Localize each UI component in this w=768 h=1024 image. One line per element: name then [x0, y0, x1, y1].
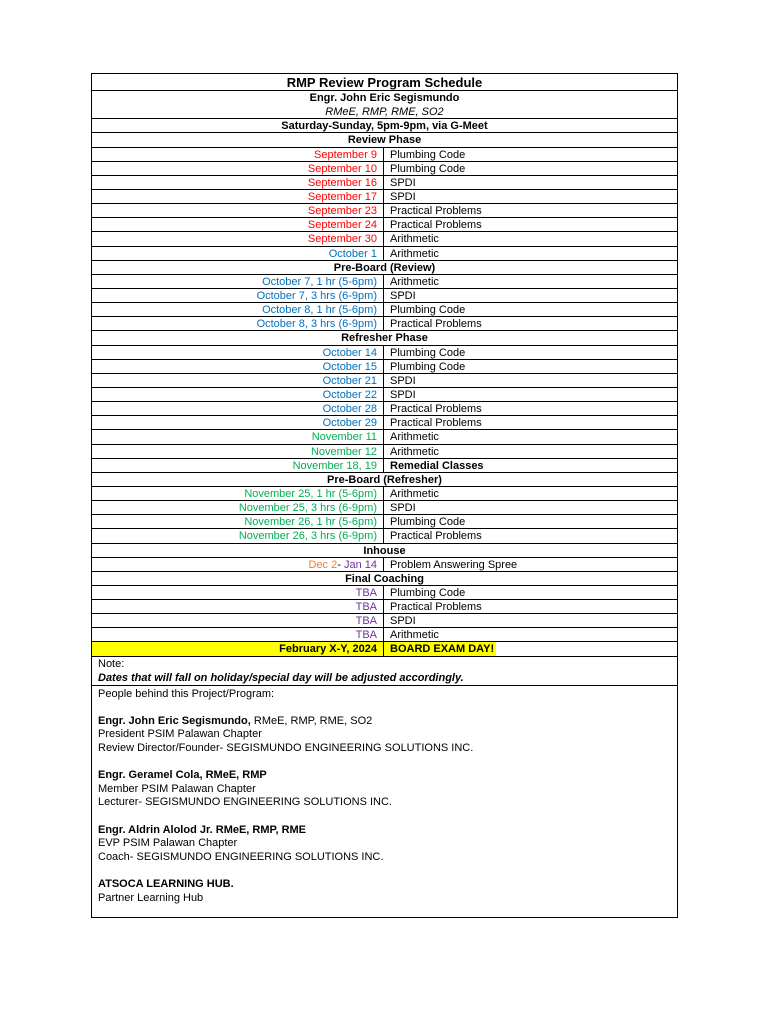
schedule-date: February X-Y, 2024	[92, 642, 384, 655]
schedule-date: September 24	[92, 218, 384, 231]
schedule-row	[92, 642, 677, 656]
schedule-topic: BOARD EXAM DAY!	[384, 642, 496, 655]
spacer	[98, 756, 671, 770]
schedule-row	[92, 303, 677, 317]
schedule-date: September 9	[92, 148, 384, 161]
schedule-date: TBA	[92, 628, 384, 641]
schedule-row	[92, 628, 677, 642]
schedule-row	[92, 148, 677, 162]
spacer	[98, 864, 671, 878]
member-role: Lecturer- SEGISMUNDO ENGINEERING SOLUTIONS INC.	[98, 796, 392, 809]
member-name-line	[98, 769, 671, 783]
schedule-date: September 16	[92, 176, 384, 189]
member-name-line	[98, 824, 671, 838]
member-name: Engr. John Eric Segismundo,	[98, 714, 251, 727]
schedule-topic: Practical Problems	[390, 530, 482, 543]
schedule-row	[92, 289, 677, 303]
schedule-topic: Plumbing Code	[390, 162, 466, 175]
schedule-topic: Practical Problems	[390, 219, 482, 232]
schedule-topic: Practical Problems	[390, 601, 482, 614]
member-role: President PSIM Palawan Chapter	[98, 728, 262, 741]
schedule-topic: Plumbing Code	[390, 304, 466, 317]
people-intro: People behind this Project/Program:	[98, 687, 275, 700]
member-role: Review Director/Founder- SEGISMUNDO ENGINEERING SOLUTIONS INC.	[98, 742, 474, 754]
schedule-row	[92, 487, 677, 501]
schedule-date: October 7, 3 hrs (6-9pm)	[92, 289, 384, 302]
schedule-topic: Arithmetic	[390, 445, 439, 458]
section-heading: Inhouse	[92, 544, 677, 558]
document-title: RMP Review Program Schedule	[92, 74, 677, 91]
schedule-topic: Arithmetic	[390, 487, 439, 500]
schedule-row	[92, 360, 677, 374]
section-heading: Pre-Board (Review)	[92, 261, 677, 275]
schedule-date: October 15	[92, 360, 384, 373]
schedule-row	[92, 247, 677, 261]
schedule-date: November 12	[92, 445, 384, 458]
schedule-date: November 25, 1 hr (5-6pm)	[92, 487, 384, 500]
schedule-table	[92, 133, 677, 656]
schedule-date: November 26, 3 hrs (6-9pm)	[92, 529, 384, 542]
schedule-date: September 23	[92, 204, 384, 217]
member-role: Member PSIM Palawan Chapter	[98, 782, 256, 795]
schedule-topic: SPDI	[390, 176, 416, 189]
schedule-topic: Practical Problems	[390, 318, 482, 331]
schedule-row	[92, 430, 677, 444]
schedule-date: TBA	[92, 614, 384, 627]
schedule-topic: SPDI	[390, 190, 416, 203]
schedule-date: October 14	[92, 346, 384, 359]
spacer	[98, 701, 671, 715]
member-name-line	[98, 715, 671, 729]
schedule-topic: Plumbing Code	[390, 586, 466, 599]
schedule-topic: Arithmetic	[390, 275, 439, 288]
schedule-date: November 26, 1 hr (5-6pm)	[92, 515, 384, 528]
schedule-row	[92, 374, 677, 388]
schedule-row	[92, 176, 677, 190]
section-heading: Pre-Board (Refresher)	[92, 473, 677, 487]
schedule-date: October 8, 3 hrs (6-9pm)	[92, 317, 384, 330]
schedule-date: October 8, 1 hr (5-6pm)	[92, 303, 384, 316]
schedule-row	[92, 445, 677, 459]
schedule-topic: Remedial Classes	[390, 459, 484, 472]
section-heading: Refresher Phase	[92, 331, 677, 345]
schedule-date: September 10	[92, 162, 384, 175]
schedule-date: October 21	[92, 374, 384, 387]
schedule-topic: Plumbing Code	[390, 516, 466, 529]
schedule-topic: Plumbing Code	[390, 346, 466, 359]
schedule-row	[92, 346, 677, 360]
schedule-row	[92, 162, 677, 176]
schedule-row	[92, 586, 677, 600]
schedule-topic: Arithmetic	[390, 629, 439, 642]
people-list	[98, 701, 671, 905]
note-box	[92, 657, 677, 686]
schedule-topic: Arithmetic	[390, 233, 439, 246]
schedule-date: October 22	[92, 388, 384, 401]
schedule-date: September 17	[92, 190, 384, 203]
schedule-date: October 7, 1 hr (5-6pm)	[92, 275, 384, 288]
schedule-topic: SPDI	[390, 289, 416, 302]
schedule-date	[92, 558, 384, 571]
member-name: Engr. Aldrin Alolod Jr. RMeE, RMP, RME	[98, 823, 307, 836]
schedule-row	[92, 459, 677, 473]
schedule-date: October 1	[92, 247, 384, 260]
schedule-topic: SPDI	[390, 502, 416, 515]
schedule-row	[92, 275, 677, 289]
schedule-date: October 29	[92, 416, 384, 429]
member-role: EVP PSIM Palawan Chapter	[98, 837, 238, 850]
schedule-topic: Problem Answering Spree	[390, 558, 518, 571]
member-role: Coach- SEGISMUNDO ENGINEERING SOLUTIONS INC.	[98, 850, 384, 863]
schedule-row	[92, 190, 677, 204]
people-section	[92, 686, 677, 918]
schedule-date: TBA	[92, 600, 384, 613]
section-heading: Review Phase	[92, 133, 677, 147]
note-text: Dates that will fall on holiday/special day will be adjusted accordingly.	[98, 671, 464, 684]
member-name: Engr. Geramel Cola, RMeE, RMP	[98, 769, 267, 782]
member-credentials: RMeE, RMP, RME, SO2	[250, 714, 373, 727]
section-heading: Final Coaching	[92, 572, 677, 586]
presenter-credentials: RMeE, RMP, RME, SO2	[92, 105, 677, 119]
date-part: Jan 14	[343, 558, 377, 571]
schedule-row	[92, 529, 677, 543]
schedule-row	[92, 558, 677, 572]
schedule-date: November 18, 19	[92, 459, 384, 472]
schedule-row	[92, 317, 677, 331]
note-label: Note:	[98, 657, 125, 670]
schedule-date: October 28	[92, 402, 384, 415]
schedule-topic: Plumbing Code	[390, 148, 466, 161]
schedule-row	[92, 218, 677, 232]
member-name: ATSOCA LEARNING HUB.	[98, 877, 234, 890]
schedule-topic: SPDI	[390, 388, 416, 401]
schedule-row	[92, 402, 677, 416]
schedule-row	[92, 204, 677, 218]
schedule-info: Saturday-Sunday, 5pm-9pm, via G-Meet	[92, 119, 677, 133]
schedule-topic: Practical Problems	[390, 417, 482, 430]
schedule-row	[92, 501, 677, 515]
schedule-row	[92, 388, 677, 402]
schedule-row	[92, 614, 677, 628]
schedule-date: TBA	[92, 586, 384, 599]
schedule-date: November 11	[92, 430, 384, 443]
member-name-line	[98, 878, 671, 892]
schedule-topic: SPDI	[390, 374, 416, 387]
schedule-topic: Practical Problems	[390, 403, 482, 416]
member-role: Partner Learning Hub	[98, 891, 204, 904]
schedule-topic: Arithmetic	[390, 431, 439, 444]
date-part: -	[337, 558, 344, 571]
schedule-row	[92, 416, 677, 430]
schedule-row	[92, 600, 677, 614]
schedule-topic: Arithmetic	[390, 247, 439, 260]
date-part: Dec 2	[308, 558, 338, 571]
spacer	[98, 810, 671, 824]
presenter-name: Engr. John Eric Segismundo	[309, 92, 460, 104]
schedule-topic: SPDI	[390, 615, 416, 628]
schedule-topic: Plumbing Code	[390, 360, 466, 373]
schedule-date: September 30	[92, 232, 384, 245]
schedule-topic: Practical Problems	[390, 205, 482, 218]
schedule-row	[92, 232, 677, 246]
schedule-date: November 25, 3 hrs (6-9pm)	[92, 501, 384, 514]
schedule-row	[92, 515, 677, 529]
schedule-document	[91, 73, 678, 918]
